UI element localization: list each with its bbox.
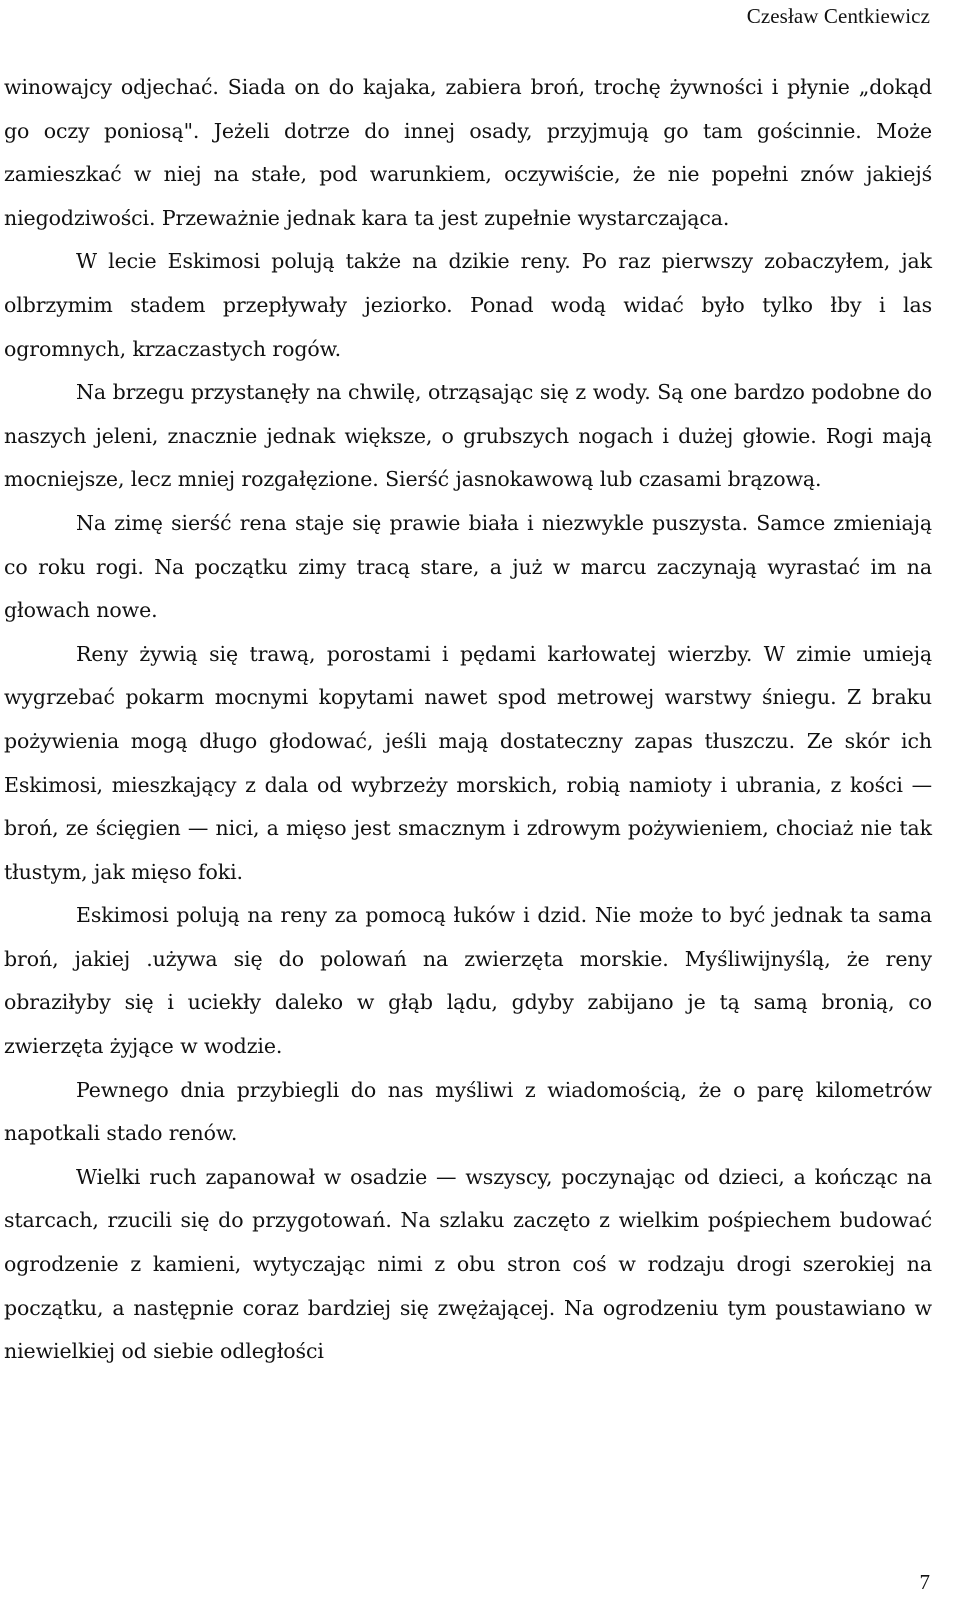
paragraph: Reny żywią się trawą, porostami i pędami karłowatej wierzby. W zimie umieją wygrzebać pokarm mocnymi kopytami nawet spod metrowej warstwy śniegu. Z braku pożywienia mogą długo głodować, jeśli mają dostateczny zapas tłuszczu. Ze skór ich Eskimosi, mieszkający z dala od wybrzeży morskich, robią namioty i ubrania, z kości — broń, ze ścięgien — nici, a mięso jest smacznym i zdrowym pożywieniem, chociaż nie tak tłustym, jak mięso foki. [4,641,932,884]
paragraph: Na brzegu przystanęły na chwilę, otrząsając się z wody. Są one bardzo podobne do naszych jeleni, znacznie jednak większe, o grubszych nogach i dużej głowie. Rogi mają mocniejsze, lecz mniej rozgałęzione. Sierść jasnokawową lub czasami brązową. [4,380,932,492]
running-header-author: Czesław Centkiewicz [746,4,930,28]
paragraph: Eskimosi polują na reny za pomocą łuków i dzid. Nie może to być jednak ta sama broń, jakiej .używa się do polowań na zwierzęta morskie. Myśliwijnyślą, że reny obraziłyby się i uciekły daleko w głąb lądu, gdyby zabijano je tą samą bronią, co zwierzęta żyjące w wodzie. [4,903,932,1059]
paragraph: Wielki ruch zapanował w osadzie — wszyscy, poczynając od dzieci, a kończąc na starcach, rzucili się do przygotowań. Na szlaku zaczęto z wielkim pośpiechem budować ogrodzenie z kamieni, wytyczając nimi z obu stron coś w rodzaju drogi szerokiej na początku, a następnie coraz bardziej się zwężającej. Na ogrodzeniu tym poustawiano w niewielkiej od siebie odległości [4,1164,932,1364]
paragraph: W lecie Eskimosi polują także na dzikie reny. Po raz pierwszy zobaczyłem, jak olbrzymim stadem przepływały jeziorko. Ponad wodą widać było tylko łby i las ogromnych, krzaczastych rogów. [4,249,932,361]
paragraph: Na zimę sierść rena staje się prawie biała i niezwykle puszysta. Samce zmieniają co roku rogi. Na początku zimy tracą stare, a już w marcu zaczynają wyrastać im na głowach nowe. [4,510,932,623]
paragraph: winowajcy odjechać. Siada on do kajaka, zabiera broń, trochę żywności i płynie „dokąd go oczy poniosą". Jeżeli dotrze do innej osady, przyjmują go tam gościnnie. Może zamieszkać w niej na stałe, pod warunkiem, oczywiście, że nie popełni znów jakiejś niegodziwości. Przeważnie jednak kara ta jest zupełnie wystarczająca. [4,75,932,230]
page-number: 7 [919,1570,930,1594]
paragraph: Pewnego dnia przybiegli do nas myśliwi z wiadomością, że o parę kilometrów napotkali stado renów. [4,1077,932,1146]
body-text [4,66,932,1374]
